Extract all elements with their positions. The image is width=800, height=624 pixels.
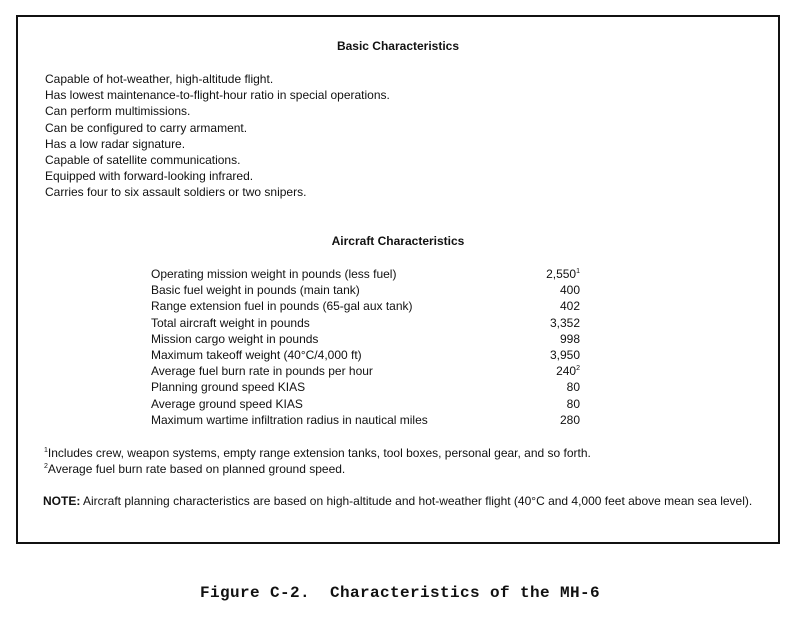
characteristic-label: Total aircraft weight in pounds bbox=[151, 315, 310, 330]
characteristic-value bbox=[510, 315, 580, 331]
characteristic-label: Average ground speed KIAS bbox=[151, 396, 303, 411]
figure-caption: Figure C-2. Characteristics of the MH-6 bbox=[199, 584, 601, 602]
characteristic-label: Maximum takeoff weight (40°C/4,000 ft) bbox=[151, 347, 362, 362]
characteristic-number: 280 bbox=[559, 412, 580, 427]
characteristic-value bbox=[510, 396, 580, 412]
basic-characteristic-item: Carries four to six assault soldiers or two snipers. bbox=[45, 185, 307, 200]
characteristic-value bbox=[510, 412, 580, 428]
characteristic-number: 3,950 bbox=[549, 347, 580, 362]
basic-characteristics-heading: Basic Characteristics bbox=[336, 39, 460, 53]
basic-characteristic-item: Equipped with forward-looking infrared. bbox=[45, 169, 254, 184]
characteristic-label: Average fuel burn rate in pounds per hour bbox=[151, 364, 373, 379]
basic-characteristic-item: Capable of hot-weather, high-altitude flight. bbox=[45, 72, 274, 86]
basic-characteristic-item: Can be configured to carry armament. bbox=[45, 120, 248, 135]
basic-characteristic-item: Has lowest maintenance-to-flight-hour ratio in special operations. bbox=[45, 88, 390, 103]
characteristic-value bbox=[510, 282, 580, 298]
characteristic-number: 80 bbox=[566, 380, 580, 395]
aircraft-characteristics-heading: Aircraft Characteristics bbox=[331, 234, 465, 248]
note-text: Aircraft planning characteristics are based on high-altitude and hot-weather flight (40°C and 4,000 feet above mean sea level). bbox=[83, 494, 753, 508]
note-label: NOTE: bbox=[43, 494, 81, 508]
footnote-line bbox=[44, 445, 591, 461]
characteristic-label: Planning ground speed KIAS bbox=[151, 380, 306, 395]
basic-characteristics-list bbox=[45, 71, 390, 201]
basic-characteristic-item: Capable of satellite communications. bbox=[45, 153, 241, 168]
characteristic-number: 240 bbox=[556, 364, 577, 379]
characteristic-number: 400 bbox=[559, 283, 580, 298]
characteristic-number: 998 bbox=[559, 331, 580, 346]
characteristic-number: 2,550 bbox=[546, 267, 577, 281]
footnote-marker: 1 bbox=[576, 268, 580, 275]
note bbox=[43, 493, 753, 509]
characteristic-value bbox=[510, 298, 580, 314]
basic-characteristic-item: Has a low radar signature. bbox=[45, 136, 186, 151]
footnote-line bbox=[44, 461, 591, 477]
characteristic-label: Maximum wartime infiltration radius in nautical miles bbox=[151, 412, 428, 427]
characteristic-label: Mission cargo weight in pounds bbox=[151, 331, 319, 346]
characteristic-label: Operating mission weight in pounds (less fuel) bbox=[151, 267, 397, 281]
footnotes bbox=[44, 445, 591, 477]
characteristic-number: 402 bbox=[559, 299, 580, 314]
characteristic-label: Basic fuel weight in pounds (main tank) bbox=[151, 283, 360, 298]
characteristic-value bbox=[510, 363, 580, 379]
footnote-text: Average fuel burn rate based on planned ground speed. bbox=[47, 462, 346, 476]
footnote-marker: 2 bbox=[576, 365, 580, 373]
characteristic-number: 3,352 bbox=[549, 315, 580, 330]
characteristic-number: 80 bbox=[566, 396, 580, 411]
footnote-mark: 1 bbox=[44, 447, 48, 454]
basic-characteristic-item: Can perform multimissions. bbox=[45, 104, 191, 119]
characteristic-label: Range extension fuel in pounds (65-gal aux tank) bbox=[151, 299, 413, 314]
footnote-text: Includes crew, weapon systems, empty range extension tanks, tool boxes, personal gear, and so forth. bbox=[47, 446, 591, 460]
footnote-mark: 2 bbox=[44, 463, 48, 470]
characteristic-value bbox=[510, 347, 580, 363]
characteristics-frame bbox=[16, 15, 780, 544]
characteristic-value bbox=[510, 266, 580, 282]
characteristic-value bbox=[510, 331, 580, 347]
characteristic-value bbox=[510, 379, 580, 395]
